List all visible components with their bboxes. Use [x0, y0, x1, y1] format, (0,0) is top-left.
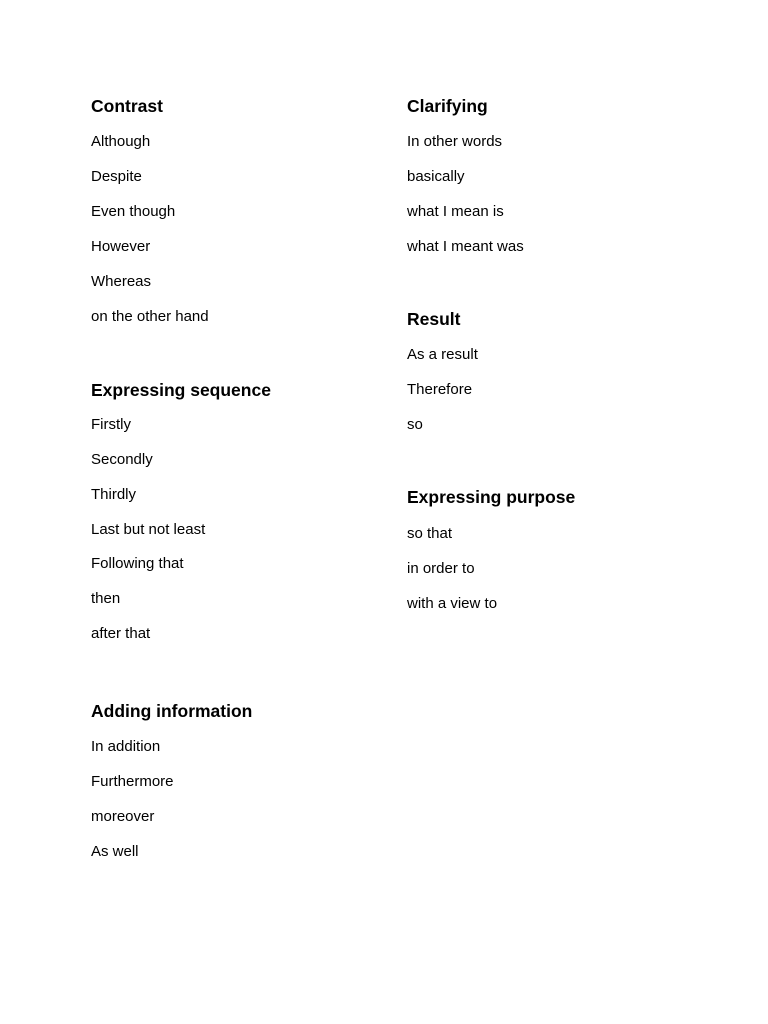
list-item: Firstly	[91, 416, 131, 433]
list-item: moreover	[91, 808, 155, 825]
section-heading: Expressing sequence	[91, 380, 271, 400]
list-item: Following that	[91, 555, 184, 572]
list-item: Therefore	[407, 381, 473, 398]
list-item: on the other hand	[91, 308, 209, 325]
list-item: with a view to	[407, 595, 498, 612]
list-item: Whereas	[91, 273, 152, 290]
list-item: As well	[91, 843, 139, 860]
list-item: Thirdly	[91, 486, 137, 503]
list-item: Although	[91, 133, 151, 150]
section-heading: Result	[407, 309, 461, 329]
section-heading: Contrast	[91, 96, 163, 116]
section-heading: Adding information	[91, 701, 253, 721]
list-item: Even though	[91, 203, 176, 220]
list-item: basically	[407, 168, 465, 185]
list-item: In addition	[91, 738, 161, 755]
list-item: However	[91, 238, 151, 255]
list-item: Secondly	[91, 451, 153, 468]
list-item: Last but not least	[91, 521, 206, 538]
list-item: so	[407, 416, 423, 433]
section-heading: Expressing purpose	[407, 487, 576, 507]
section-heading: Clarifying	[407, 96, 488, 116]
list-item: In other words	[407, 133, 503, 150]
list-item: Furthermore	[91, 773, 174, 790]
list-item: in order to	[407, 560, 475, 577]
list-item: what I meant was	[407, 238, 524, 255]
list-item: Despite	[91, 168, 142, 185]
list-item: then	[91, 590, 121, 607]
list-item: after that	[91, 625, 151, 642]
list-item: so that	[407, 525, 453, 542]
list-item: what I mean is	[407, 203, 504, 220]
list-item: As a result	[407, 346, 478, 363]
